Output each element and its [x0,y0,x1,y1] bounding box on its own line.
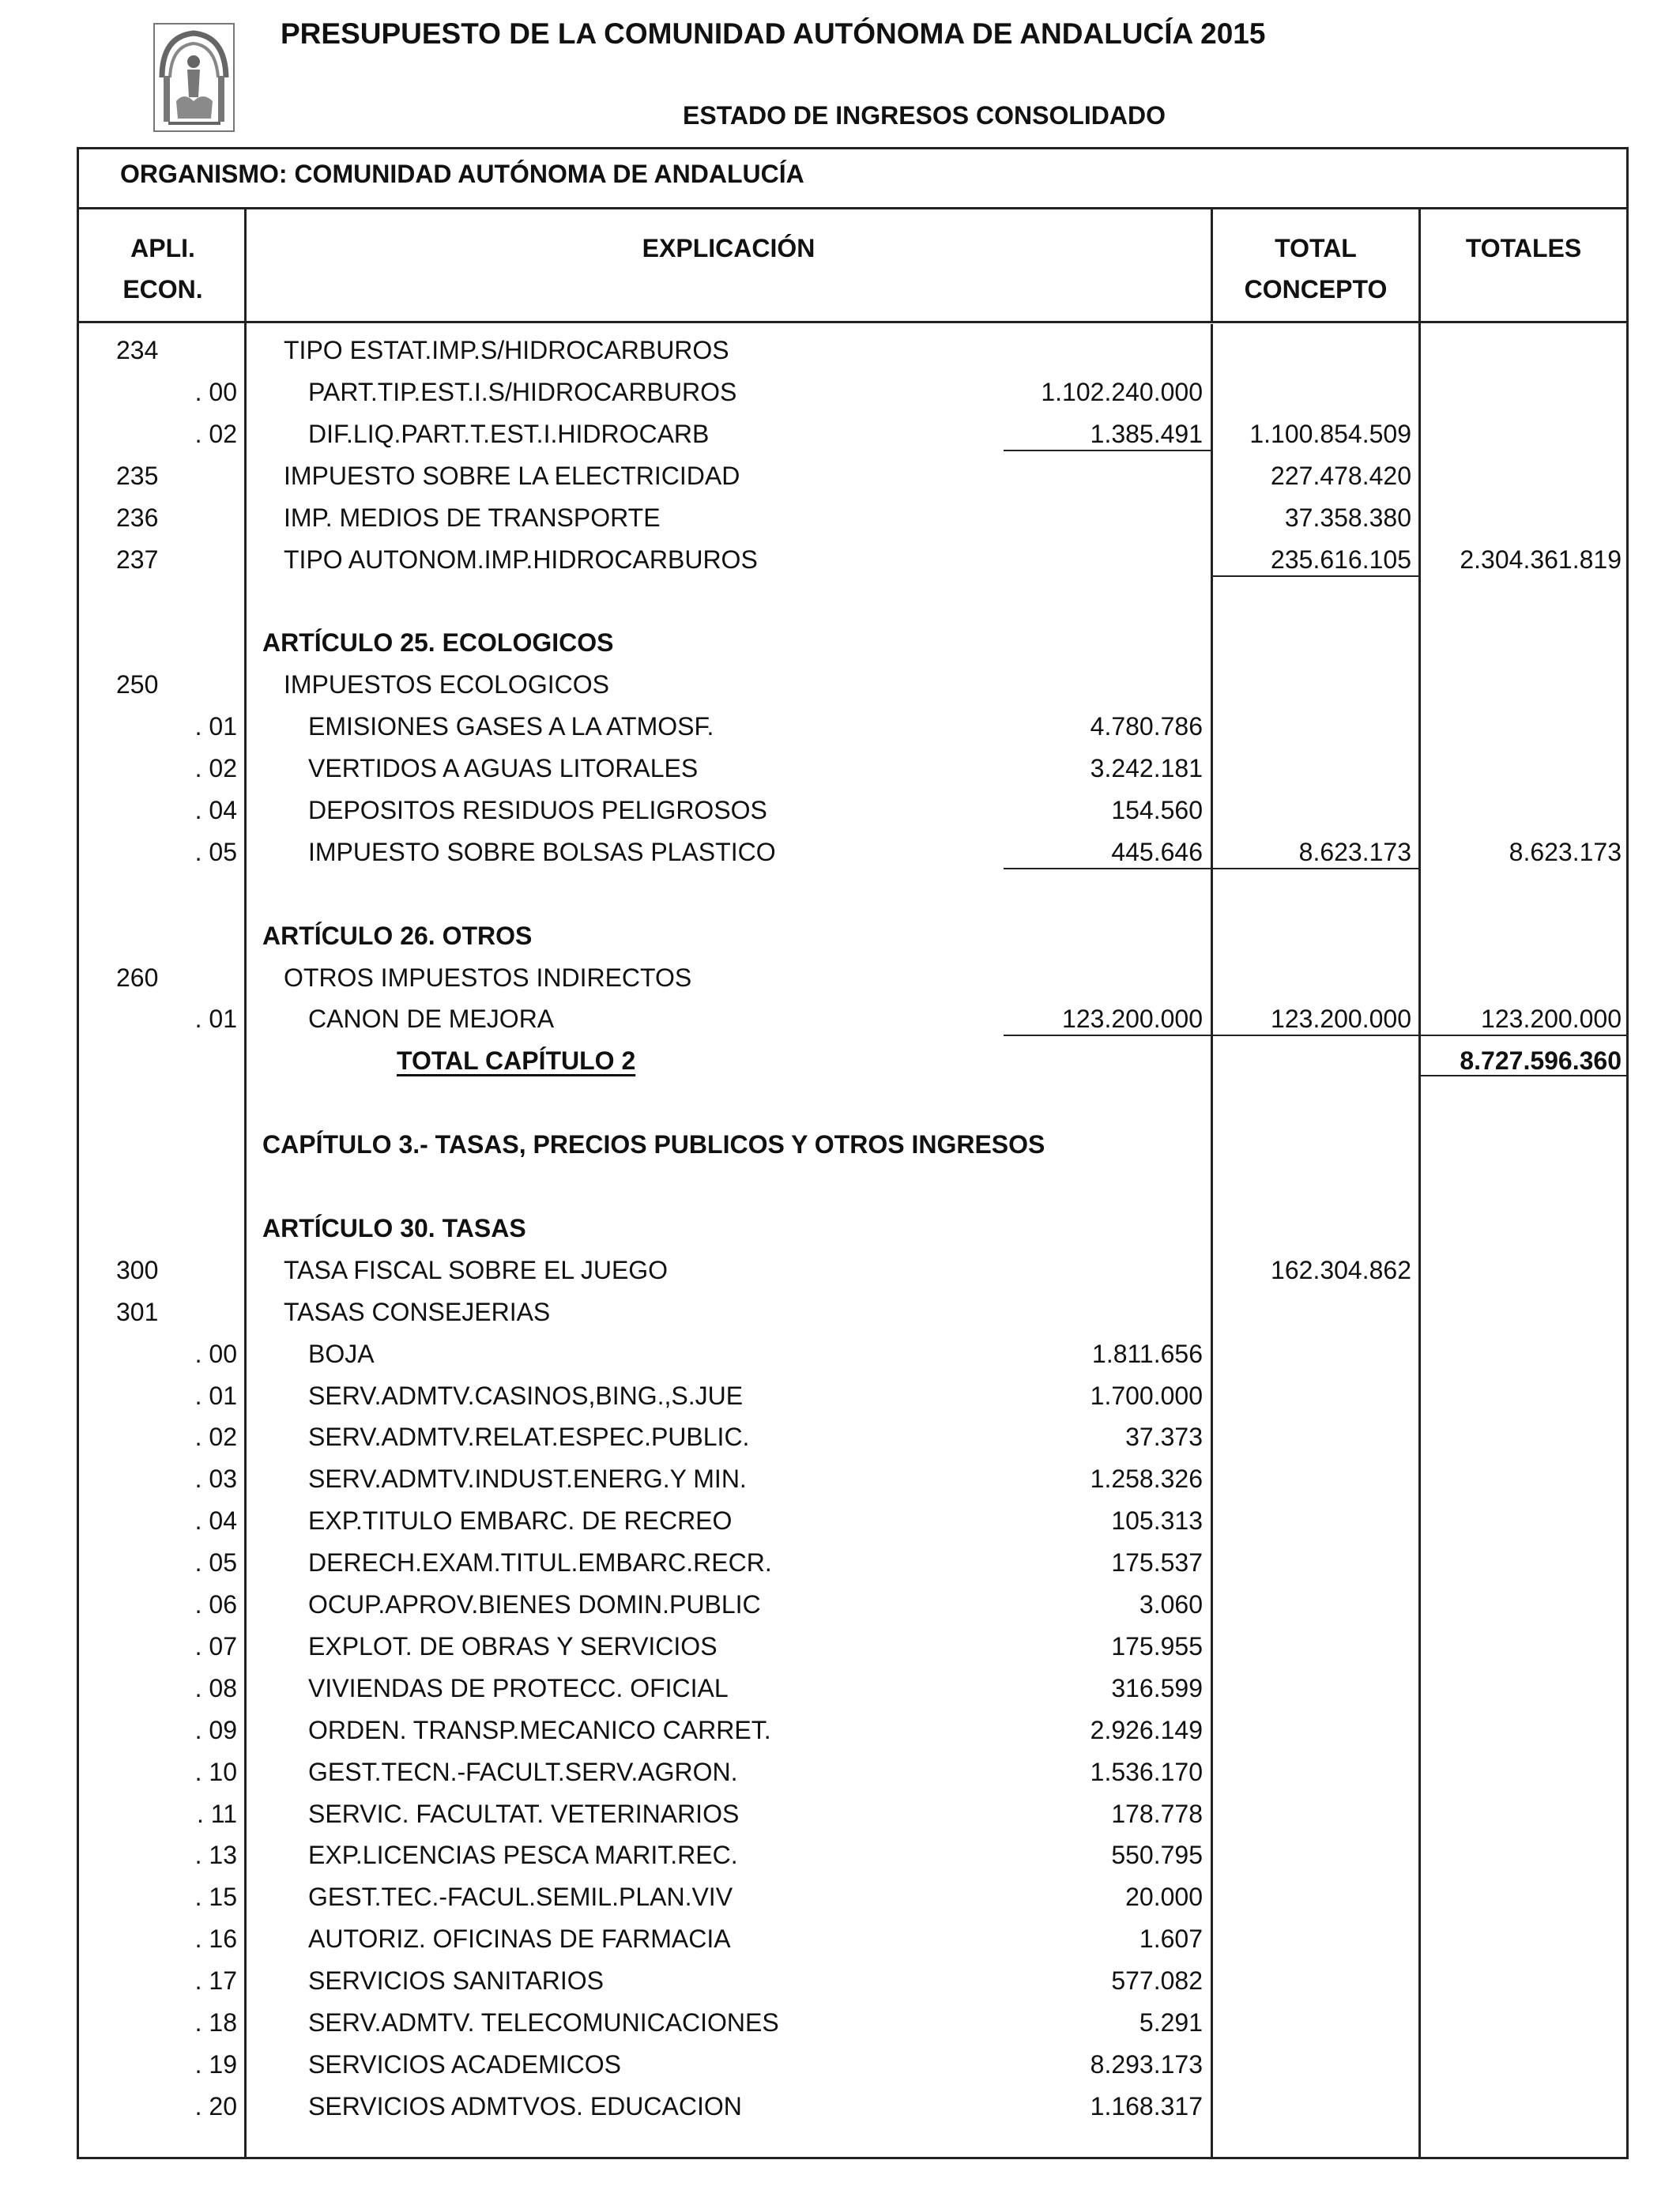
row-description: OCUP.APROV.BIENES DOMIN.PUBLIC [308,1590,761,1619]
econ-subcode: . 01 [194,1381,237,1410]
subtotal-underline [1213,1035,1418,1036]
econ-code: 234 [116,336,159,364]
row-description: IMP. MEDIOS DE TRANSPORTE [284,503,661,532]
table-row [0,455,1680,497]
divider [77,207,1629,209]
econ-subcode: . 11 [197,1799,237,1828]
row-amount: 37.373 [1125,1423,1203,1452]
row-description: SERVICIOS ACADEMICOS [308,2049,621,2079]
divider [77,321,1629,323]
row-totales: 123.200.000 [1481,1005,1622,1034]
row-total-concepto: 37.358.380 [1284,503,1411,532]
row-description: SERVICIOS SANITARIOS [308,1966,605,1996]
econ-code: 236 [116,503,159,532]
row-amount: 1.811.656 [1092,1339,1203,1368]
row-total-concepto: 162.304.862 [1271,1255,1411,1284]
row-amount: 445.646 [1111,837,1203,866]
row-amount: 5.291 [1139,2008,1203,2037]
header-apli-econ: APLI. ECON. [122,234,203,303]
econ-subcode: . 01 [194,712,237,741]
row-amount: 1.385.491 [1090,419,1203,448]
table-row [0,1416,1680,1458]
econ-subcode: . 20 [194,2091,237,2120]
subtotal-underline [1004,1035,1211,1036]
row-description: GEST.TEC.-FACUL.SEMIL.PLAN.VIV [308,1883,733,1912]
table-row [0,2044,1680,2086]
econ-subcode: . 18 [194,2008,237,2037]
organismo-label: ORGANISMO: COMUNIDAD AUTÓNOMA DE ANDALUCÍA [120,160,804,188]
table-row [0,873,1680,915]
table-row [0,1458,1680,1500]
row-description: ARTÍCULO 25. ECOLOGICOS [262,628,614,658]
row-description: EXP.TITULO EMBARC. DE RECREO [308,1506,733,1536]
row-amount: 4.780.786 [1090,712,1203,741]
table-row [0,1166,1680,1208]
row-amount: 1.168.317 [1090,2091,1203,2120]
row-totales: 8.623.173 [1509,837,1622,866]
econ-subcode: . 01 [194,1005,237,1034]
table-row [0,790,1680,831]
table-row [0,580,1680,622]
row-total-concepto: 235.616.105 [1271,545,1411,574]
table-row [0,831,1680,873]
row-description: TOTAL CAPÍTULO 2 [397,1046,636,1076]
row-description: OTROS IMPUESTOS INDIRECTOS [284,963,692,992]
row-description: EXP.LICENCIAS PESCA MARIT.REC. [308,1841,738,1870]
row-amount: 1.102.240.000 [1041,377,1203,406]
table-row [0,1960,1680,2002]
row-description: SERVIC. FACULTAT. VETERINARIOS [308,1799,740,1828]
table-row [0,1542,1680,1584]
row-description: SERV.ADMTV.CASINOS,BING.,S.JUE [308,1381,744,1410]
table-row [0,1668,1680,1710]
row-amount: 154.560 [1111,795,1203,824]
table-row [0,1250,1680,1291]
econ-subcode: . 02 [194,754,237,782]
row-description: DEPOSITOS RESIDUOS PELIGROSOS [308,795,767,824]
econ-subcode: . 00 [194,377,237,406]
row-description: CAPÍTULO 3.- TASAS, PRECIOS PUBLICOS Y OTROS INGRESOS [262,1130,1045,1159]
row-totales: 2.304.361.819 [1460,545,1622,574]
econ-code: 300 [116,1255,159,1284]
subtotal-underline [1421,1035,1626,1036]
row-amount: 2.926.149 [1090,1715,1203,1744]
table-row [0,497,1680,539]
row-amount: 1.258.326 [1090,1465,1203,1494]
subtotal-underline [1213,575,1418,577]
table-row [0,413,1680,455]
table-row [0,2002,1680,2044]
row-amount: 123.200.000 [1062,1005,1203,1034]
row-description: ARTÍCULO 30. TASAS [262,1213,526,1242]
row-description: DIF.LIQ.PART.T.EST.I.HIDROCARB [308,419,710,448]
row-amount: 8.293.173 [1090,2049,1203,2079]
row-amount: 175.537 [1111,1548,1203,1578]
row-description: TASAS CONSEJERIAS [284,1297,551,1326]
row-description: CANON DE MEJORA [308,1005,555,1034]
row-description: TASA FISCAL SOBRE EL JUEGO [284,1255,669,1284]
econ-subcode: . 03 [194,1465,237,1494]
econ-code: 250 [116,670,159,699]
subtotal-underline [1004,450,1211,451]
row-description: IMPUESTO SOBRE BOLSAS PLASTICO [308,837,776,866]
row-description: BOJA [308,1339,375,1368]
row-description: PART.TIP.EST.I.S/HIDROCARBUROS [308,377,737,406]
table-row [0,748,1680,790]
econ-subcode: . 02 [194,419,237,448]
econ-subcode: . 08 [194,1673,237,1702]
econ-subcode: . 13 [194,1841,237,1870]
table-row [0,1918,1680,1960]
row-description: IMPUESTO SOBRE LA ELECTRICIDAD [284,461,740,490]
table-row [0,1834,1680,1876]
row-amount: 1.700.000 [1090,1381,1203,1410]
row-total-concepto: 227.478.420 [1271,461,1411,490]
subtotal-underline [1004,868,1211,869]
row-amount: 1.536.170 [1090,1757,1203,1786]
table-row [0,1500,1680,1542]
row-amount: 316.599 [1111,1673,1203,1702]
table-row [0,539,1680,581]
econ-code: 260 [116,963,159,992]
subtotal-underline [1213,868,1418,869]
econ-code: 237 [116,545,159,574]
row-description: IMPUESTOS ECOLOGICOS [284,670,609,699]
row-amount: 175.955 [1111,1631,1203,1661]
row-amount: 178.778 [1111,1799,1203,1828]
row-total-concepto: 1.100.854.509 [1249,419,1411,448]
table-row [0,622,1680,664]
row-description: ORDEN. TRANSP.MECANICO CARRET. [308,1715,771,1744]
table-row [0,1876,1680,1918]
row-amount: 550.795 [1111,1841,1203,1870]
table-row [0,330,1680,371]
table-row [0,915,1680,957]
total-underline [1421,1075,1626,1076]
table-row [0,957,1680,999]
header-totales: TOTALES [1465,234,1582,262]
row-amount: 3.242.181 [1090,754,1203,782]
row-amount: 1.607 [1139,1924,1203,1954]
econ-subcode: . 04 [194,1506,237,1536]
table-row [0,706,1680,748]
header-explicacion: EXPLICACIÓN [642,234,816,262]
row-totales: 8.727.596.360 [1460,1046,1622,1076]
econ-subcode: . 00 [194,1339,237,1368]
row-description: EXPLOT. DE OBRAS Y SERVICIOS [308,1631,718,1661]
row-description: SERV.ADMTV.INDUST.ENERG.Y MIN. [308,1465,747,1494]
econ-subcode: . 06 [194,1590,237,1619]
row-total-concepto: 8.623.173 [1298,837,1411,866]
row-description: TIPO AUTONOM.IMP.HIDROCARBUROS [284,545,758,574]
page-subtitle: ESTADO DE INGRESOS CONSOLIDADO [683,101,1166,130]
table-row [0,1710,1680,1751]
table-row [0,1082,1680,1124]
row-amount: 577.082 [1111,1966,1203,1996]
table-row [0,1124,1680,1166]
econ-subcode: . 02 [194,1423,237,1452]
row-description: VERTIDOS A AGUAS LITORALES [308,754,699,782]
econ-subcode: . 09 [194,1715,237,1744]
row-amount: 105.313 [1111,1506,1203,1536]
econ-subcode: . 19 [194,2049,237,2079]
table-row [0,1626,1680,1668]
table-row [0,1291,1680,1333]
econ-subcode: . 17 [194,1966,237,1996]
row-amount: 3.060 [1139,1590,1203,1619]
econ-subcode: . 05 [194,1548,237,1578]
table-row [0,1793,1680,1835]
table-row [0,1208,1680,1250]
table-row [0,1333,1680,1375]
table-row [0,664,1680,706]
row-description: TIPO ESTAT.IMP.S/HIDROCARBUROS [284,336,729,364]
row-description: GEST.TECN.-FACULT.SERV.AGRON. [308,1757,738,1786]
row-description: VIVIENDAS DE PROTECC. OFICIAL [308,1673,729,1702]
row-description: SERVICIOS ADMTVOS. EDUCACION [308,2091,742,2120]
table-row [0,1584,1680,1626]
page-title: PRESUPUESTO DE LA COMUNIDAD AUTÓNOMA DE ANDALUCÍA 2015 [281,17,1266,50]
row-description: SERV.ADMTV.RELAT.ESPEC.PUBLIC. [308,1423,750,1452]
econ-subcode: . 16 [194,1924,237,1954]
row-total-concepto: 123.200.000 [1271,1005,1411,1034]
econ-subcode: . 05 [194,837,237,866]
econ-subcode: . 15 [194,1883,237,1912]
row-description: ARTÍCULO 26. OTROS [262,921,533,950]
table-row [0,1375,1680,1417]
econ-subcode: . 07 [194,1631,237,1661]
row-amount: 20.000 [1125,1883,1203,1912]
row-description: DERECH.EXAM.TITUL.EMBARC.RECR. [308,1548,772,1578]
row-description: EMISIONES GASES A LA ATMOSF. [308,712,714,741]
table-row [0,371,1680,413]
econ-code: 301 [116,1297,159,1326]
econ-subcode: . 04 [194,795,237,824]
econ-code: 235 [116,461,159,490]
row-description: SERV.ADMTV. TELECOMUNICACIONES [308,2008,779,2037]
table-row [0,1751,1680,1793]
row-description: AUTORIZ. OFICINAS DE FARMACIA [308,1924,731,1954]
econ-subcode: . 10 [194,1757,237,1786]
header-total-concepto: TOTAL CONCEPTO [1244,234,1388,303]
table-row [0,2086,1680,2128]
